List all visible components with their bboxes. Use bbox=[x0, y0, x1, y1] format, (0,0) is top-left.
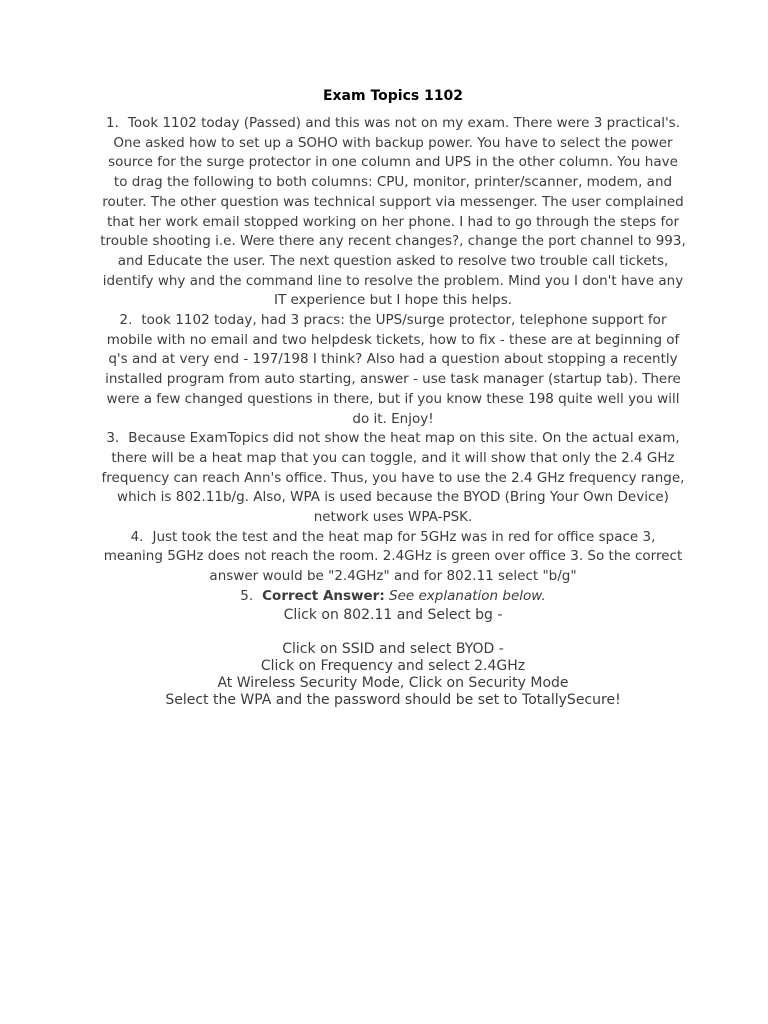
step-spacer bbox=[100, 624, 686, 641]
comment-list bbox=[100, 114, 686, 607]
item-text: Just took the test and the heat map for 5GHz was in red for office space 3, meaning 5GHz does not reach the room. 2.4GHz is green over office 3. So the correct answer would be "2.4GHz" and for 802.11 select "b/g" bbox=[103, 528, 683, 585]
item-number: 5. bbox=[240, 587, 254, 604]
document-title: Exam Topics 1102 bbox=[322, 88, 464, 104]
item-number: 4. bbox=[130, 528, 144, 545]
list-item bbox=[100, 311, 686, 429]
item-number: 2. bbox=[119, 312, 133, 329]
document-page bbox=[100, 86, 686, 709]
correct-answer-label: Correct Answer: bbox=[262, 587, 385, 604]
item-number: 1. bbox=[106, 115, 119, 131]
step-text: At Wireless Security Mode, Click on Security Mode bbox=[217, 674, 569, 691]
item-text: Because ExamTopics did not show the heat map on this site. On the actual exam, there will be a heat map that you can toggle, and it will show that only the 2.4 GHz frequency can reach Ann's office. Thus, you have to use the 2.4 GHz frequency range, which is 802.11b/g. Also, WPA is used because the BYOD (Bring Your Own Device) network uses WPA-PSK. bbox=[101, 430, 685, 526]
list-item bbox=[100, 114, 686, 311]
step-text: Click on 802.11 and Select bg - bbox=[283, 606, 503, 623]
answer-steps bbox=[100, 607, 686, 709]
list-item bbox=[100, 429, 686, 528]
step-text: Click on Frequency and select 2.4GHz bbox=[260, 657, 526, 674]
item-number: 3. bbox=[106, 430, 120, 447]
step-text: Select the WPA and the password should be set to TotallySecure! bbox=[165, 691, 621, 708]
item-text: took 1102 today, had 3 pracs: the UPS/surge protector, telephone support for mobile with no email and two helpdesk tickets, how to fix - these are at beginning of q's and at very end - 197/198 I think? Also had a question about stopping a recently installed program from auto starting, answer - use task manager (startup tab). There were a few changed questions in there, but if you know these 198 quite well you will do it. Enjoy! bbox=[105, 312, 681, 427]
list-item bbox=[100, 528, 686, 587]
step-text: Click on SSID and select BYOD - bbox=[282, 640, 504, 657]
correct-answer-text: See explanation below. bbox=[389, 587, 546, 604]
correct-answer-item bbox=[100, 587, 686, 607]
item-text: Took 1102 today (Passed) and this was not on my exam. There were 3 practical's. One asked how to set up a SOHO with backup power. You have to select the power source for the surge protector in one column and UPS in the other column. You have to drag the following to both columns: CPU, monitor, printer/scanner, modem, and router. The other question was technical support via messenger. The user complained that her work email stopped working on her phone. I had to go through the steps for trouble shooting i.e. Were there any recent changes?, change the port channel to 993, and Educate the user. The next question asked to resolve two trouble call tickets, identify why and the command line to resolve the problem. Mind you I don't have any IT experience but I hope this helps. bbox=[100, 115, 686, 309]
